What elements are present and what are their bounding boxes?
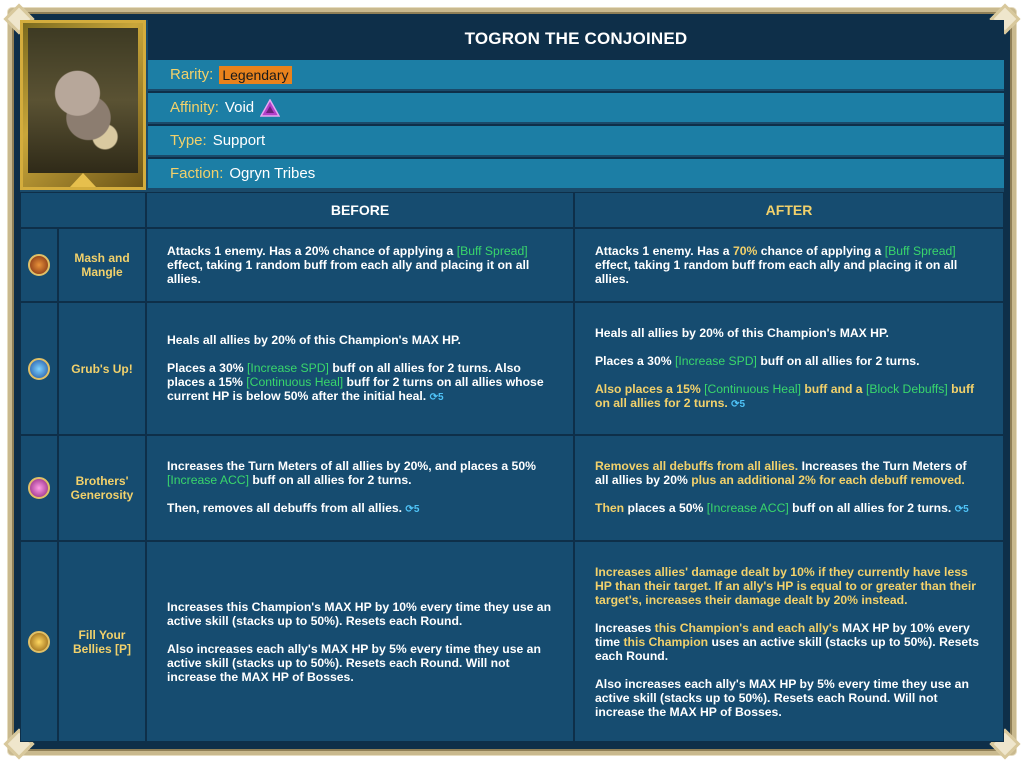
buff-link[interactable]: [Increase SPD]: [674, 353, 757, 368]
buff-link[interactable]: [Increase ACC]: [706, 501, 789, 515]
champion-name: TOGRON THE CONJOINED: [464, 29, 688, 48]
champion-portrait: [20, 20, 146, 190]
faction-label: Faction:: [170, 165, 224, 182]
changed-text: buff and a: [800, 381, 866, 396]
description-paragraph: [595, 501, 983, 517]
cooldown-icon: ⟳: [405, 504, 414, 515]
affinity-label: Affinity:: [170, 99, 219, 116]
cooldown-icon: ⟳: [429, 391, 438, 403]
cooldown-value: 5: [413, 504, 420, 515]
skill-name: [58, 541, 146, 742]
changed-text: Also places a 15%: [595, 381, 705, 396]
faction-value: Ogryn Tribes: [229, 165, 316, 182]
mash-and-mangle-icon: [28, 254, 50, 276]
buff-link[interactable]: [Buff Spread]: [884, 244, 956, 258]
buff-link[interactable]: [Continuous Heal]: [704, 381, 801, 396]
description-paragraph: Increases this Champion's MAX HP by 10% every time they use an active skill (stacks up to 50%). Resets each Round.: [167, 599, 552, 628]
brothers-generosity-icon: [28, 477, 50, 499]
text-span: buff on all allies for 2 turns. Also places a 15%: [167, 360, 521, 389]
void-affinity-icon: [260, 99, 280, 117]
type-value: Support: [212, 132, 266, 149]
before-description: [146, 302, 574, 435]
affinity-row: [148, 91, 1004, 122]
changed-text: this Champion's and each ally's: [654, 620, 839, 635]
buff-link[interactable]: [Increase ACC]: [167, 473, 249, 487]
cooldown-value: 5: [963, 504, 969, 515]
skill-icon-cell: [20, 541, 58, 742]
after-description: [574, 541, 1004, 742]
description-paragraph: Also increases each ally's MAX HP by 5% every time they use an active skill (stacks up to 50%). Resets each Round. Will not increase the MAX HP of Bosses.: [167, 641, 541, 684]
text-span: effect, taking 1 random buff from each ally and placing it on all allies.: [595, 258, 958, 286]
champion-card: [20, 20, 1004, 742]
rarity-label: Rarity:: [170, 66, 214, 83]
skill-name-label: Fill Your Bellies [P]: [72, 627, 132, 656]
text-span: buff on all allies for 2 turns.: [756, 353, 920, 368]
cooldown-value: 5: [437, 391, 444, 403]
affinity-value: Void: [224, 99, 255, 116]
description-paragraph: Heals all allies by 20% of this Champion's MAX HP.: [595, 325, 889, 340]
after-header-label: AFTER: [765, 202, 813, 218]
table-header-blank: [20, 192, 146, 228]
text-span: Places a 30%: [167, 360, 247, 375]
before-description: [146, 228, 574, 302]
text-span: chance of applying a: [757, 244, 885, 258]
description-paragraph: Also increases each ally's MAX HP by 5% every time they use an active skill (stacks up to 50%). Resets each Round. Will not increase the MAX HP of Bosses.: [595, 676, 969, 719]
skill-name: [58, 302, 146, 435]
description-paragraph: [595, 382, 983, 412]
cooldown-icon: ⟳: [731, 398, 740, 410]
after-description: [574, 228, 1004, 302]
after-column-header: [574, 192, 1004, 228]
buff-link[interactable]: [Block Debuffs]: [865, 381, 948, 396]
text-span: Increases: [595, 620, 655, 635]
description-paragraph: [595, 621, 983, 663]
description-paragraph: Increases allies' damage dealt by 10% if they currently have less HP than their target. If an ally's HP is equal to or greater than their target's, increases their damage dealt by 20% instead.: [595, 564, 977, 607]
description-paragraph: [595, 459, 983, 487]
champion-title: [148, 20, 1004, 58]
text-span: effect, taking 1 random buff from each ally and placing it on all allies.: [167, 258, 530, 286]
skill-name-label: Grub's Up!: [71, 361, 133, 376]
description-paragraph: [595, 244, 983, 286]
text-span: Attacks 1 enemy. Has a 20% chance of applying a: [167, 244, 457, 258]
buff-link[interactable]: [Increase SPD]: [246, 360, 329, 375]
buff-link[interactable]: [Buff Spread]: [456, 244, 528, 258]
before-header-label: BEFORE: [330, 202, 390, 218]
after-description: [574, 435, 1004, 541]
before-description: [146, 541, 574, 742]
before-column-header: [146, 192, 574, 228]
skill-name: [58, 435, 146, 541]
changed-text: 70%: [732, 244, 758, 258]
rarity-row: [148, 58, 1004, 89]
text-span: buff on all allies for 2 turns.: [788, 501, 952, 515]
after-description: [574, 302, 1004, 435]
changed-text: buff on all allies for 2 turns.: [595, 381, 975, 410]
text-span: uses an active skill (stacks up to 50%). Resets each Round.: [595, 634, 980, 663]
skill-icon-cell: [20, 302, 58, 435]
type-row: [148, 124, 1004, 155]
champion-portrait-art: [28, 28, 138, 173]
text-span: Increases the Turn Meters of all allies by 20%: [595, 459, 967, 487]
text-span: MAX HP by 10% every time: [595, 620, 970, 649]
changed-text: Removes all debuffs from all allies.: [595, 459, 799, 473]
text-span: buff for 2 turns on all allies whose current HP is below 50% after the initial heal.: [167, 374, 544, 403]
changed-text: plus an additional 2% for each debuff removed.: [687, 473, 965, 487]
description-paragraph: Heals all allies by 20% of this Champion's MAX HP.: [167, 332, 461, 347]
changed-text: this Champion: [623, 634, 709, 649]
description-paragraph: [167, 244, 553, 286]
changed-text: Then: [595, 501, 625, 515]
text-span: Places a 30%: [595, 353, 675, 368]
description-paragraph: [167, 501, 553, 517]
buff-link[interactable]: [Continuous Heal]: [246, 374, 344, 389]
skill-name: [58, 228, 146, 302]
skill-name-label: Brothers' Generosity: [70, 474, 134, 502]
skill-icon-cell: [20, 435, 58, 541]
text-span: buff on all allies for 2 turns.: [248, 473, 412, 487]
skill-icon-cell: [20, 228, 58, 302]
grubs-up-icon: [28, 358, 50, 380]
text-span: Attacks 1 enemy. Has a: [595, 244, 733, 258]
portrait-crest-icon: [70, 173, 96, 187]
text-span: Then, removes all debuffs from all allies.: [167, 501, 403, 515]
before-description: [146, 435, 574, 541]
rarity-badge: Legendary: [219, 66, 291, 84]
faction-row: [148, 157, 1004, 188]
description-paragraph: [595, 354, 983, 368]
text-span: places a 50%: [624, 501, 707, 515]
description-paragraph: [167, 459, 553, 487]
skill-name-label: Mash and Mangle: [74, 251, 130, 279]
cooldown-icon: ⟳: [954, 504, 964, 515]
cooldown-value: 5: [739, 398, 746, 410]
text-span: Increases the Turn Meters of all allies by 20%, and places a 50%: [167, 459, 536, 473]
fill-your-bellies-icon: [28, 631, 50, 653]
type-label: Type:: [170, 132, 207, 149]
description-paragraph: [167, 361, 553, 405]
